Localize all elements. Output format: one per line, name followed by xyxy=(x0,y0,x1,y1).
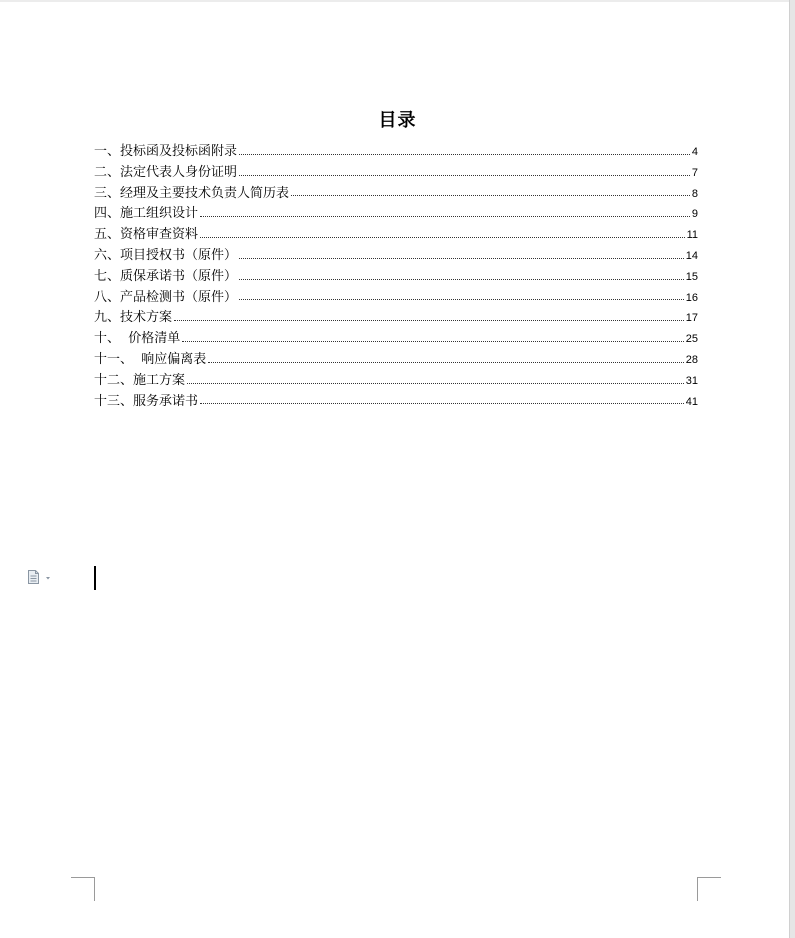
toc-leader-dots xyxy=(174,319,684,321)
toc-entry-label: 十、 价格清单 xyxy=(94,331,181,347)
toc-page-number: 14 xyxy=(685,249,698,262)
toc-entry[interactable] xyxy=(94,350,698,371)
crop-mark-bottom-left xyxy=(71,877,95,901)
toc-entry[interactable] xyxy=(94,204,698,225)
toc-entry[interactable] xyxy=(94,163,698,184)
toc-entry-label: 四、施工组织设计 xyxy=(94,206,199,222)
toc-entry[interactable] xyxy=(94,142,698,163)
toc-page-number: 25 xyxy=(685,333,698,346)
toc-leader-dots xyxy=(187,382,684,384)
page-top-edge xyxy=(0,0,789,2)
table-of-contents xyxy=(94,142,698,412)
toc-entry[interactable] xyxy=(94,392,698,413)
toc-entry[interactable] xyxy=(94,246,698,267)
toc-leader-dots xyxy=(200,236,685,238)
window-right-edge xyxy=(789,0,795,938)
toc-page-number: 16 xyxy=(685,291,698,304)
toc-page-number: 7 xyxy=(691,166,698,179)
toc-entry-label: 十三、服务承诺书 xyxy=(94,393,199,409)
chevron-down-icon xyxy=(46,577,50,580)
toc-entry-label: 五、资格审查资料 xyxy=(94,227,199,243)
toc-entry-label: 三、经理及主要技术负责人简历表 xyxy=(94,185,290,201)
toc-leader-dots xyxy=(182,340,683,342)
crop-mark-bottom-right xyxy=(697,877,721,901)
toc-entry-label: 九、技术方案 xyxy=(94,310,173,326)
toc-leader-dots xyxy=(200,215,690,217)
toc-entry[interactable] xyxy=(94,308,698,329)
toc-entry-label: 八、产品检测书（原件） xyxy=(94,289,238,305)
text-cursor xyxy=(94,566,96,590)
toc-leader-dots xyxy=(200,402,684,404)
toc-leader-dots xyxy=(239,174,690,176)
paste-options-button[interactable] xyxy=(27,569,55,585)
toc-page-number: 31 xyxy=(685,374,698,387)
toc-leader-dots xyxy=(239,153,690,155)
toc-entry[interactable] xyxy=(94,184,698,205)
toc-entry[interactable] xyxy=(94,329,698,350)
toc-page-number: 11 xyxy=(686,229,698,242)
toc-entry[interactable] xyxy=(94,225,698,246)
toc-entry[interactable] xyxy=(94,371,698,392)
toc-page-number: 4 xyxy=(691,146,698,158)
toc-page-number: 41 xyxy=(685,395,698,408)
toc-leader-dots xyxy=(208,361,683,363)
toc-entry-label: 二、法定代表人身份证明 xyxy=(94,164,238,180)
toc-leader-dots xyxy=(291,194,690,196)
toc-entry-label: 十二、施工方案 xyxy=(94,372,186,388)
paste-options-icon xyxy=(27,569,55,585)
toc-page-number: 17 xyxy=(685,312,698,325)
toc-leader-dots xyxy=(239,278,684,280)
toc-page-number: 28 xyxy=(685,353,698,366)
toc-entry-label: 六、项目授权书（原件） xyxy=(94,247,238,263)
toc-page-number: 15 xyxy=(685,270,698,283)
toc-entry-label: 一、投标函及投标函附录 xyxy=(94,144,238,159)
toc-entry[interactable] xyxy=(94,288,698,309)
toc-page-number: 9 xyxy=(691,208,698,221)
toc-entry-label: 十一、 响应偏离表 xyxy=(94,351,207,367)
toc-page-number: 8 xyxy=(691,187,698,200)
toc-entry[interactable] xyxy=(94,267,698,288)
toc-leader-dots xyxy=(239,257,684,259)
toc-entry-label: 七、质保承诺书（原件） xyxy=(94,268,238,284)
toc-title: 目录 xyxy=(378,110,417,131)
toc-leader-dots xyxy=(239,298,684,300)
